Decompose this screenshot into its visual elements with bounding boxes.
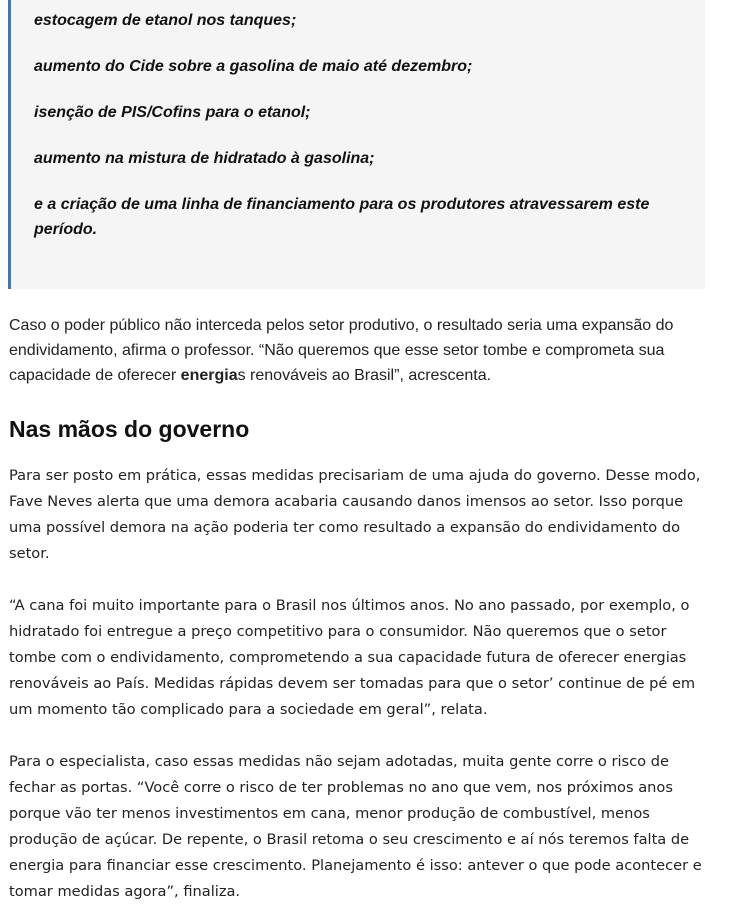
measures-blockquote [8,0,705,289]
quote-item: e a criação de uma linha de financiamento para os produtores atravessarem este período. [34,196,650,238]
intro-text-start: Caso o poder público não interceda pelos setor produtivo, o resultado seria uma expansão do endividamento, afirma o professor. “Não queremos que esse setor tombe e comprometa sua capacidade de oferecer [9,317,674,384]
body-paragraph: Para ser posto em prática, essas medidas precisariam de uma ajuda do governo. Desse modo, Fave Neves alerta que uma demora acabaria causando danos imensos ao setor. Isso porque uma possível demora na ação poderia ter como resultado a expansão do endividamento do setor. [9,467,701,562]
intro-text-end: s renováveis ao Brasil”, acrescenta. [237,367,492,384]
body-paragraph: “A cana foi muito importante para o Brasil nos últimos anos. No ano passado, por exemplo, o hidratado foi entregue a preço competitivo para o consumidor. Não queremos que o setor tombe com o endividamento, comprometendo a sua capacidade futura de oferecer energias renováveis ao País. Medidas rápidas devem ser tomadas para que o setor’ continue de pé em um momento tão complicado para a sociedade em geral”, relata. [9,597,696,718]
quote-item: estocagem de etanol nos tanques; [34,12,297,29]
body-paragraph: Para o especialista, caso essas medidas não sejam adotadas, muita gente corre o risco de fechar as portas. “Você corre o risco de ter problemas no ano que vem, nos próximos anos porque vão ter menos investimentos em cana, menor produção de combustível, menos produção de açúcar. De repente, o Brasil retoma o seu crescimento e aí nós teremos falta de energia para financiar esse crescimento. Planejamento é isso: antever o que pode acontecer e tomar medidas agora”, finaliza. [9,753,702,900]
quote-item: isenção de PIS/Cofins para o etanol; [34,104,311,121]
intro-paragraph [9,313,709,388]
quote-item: aumento na mistura de hidratado à gasolina; [34,150,375,167]
section-heading: Nas mãos do governo [9,416,250,442]
intro-bold-keyword: energia [180,367,238,384]
quote-item: aumento do Cide sobre a gasolina de maio até dezembro; [34,58,473,75]
